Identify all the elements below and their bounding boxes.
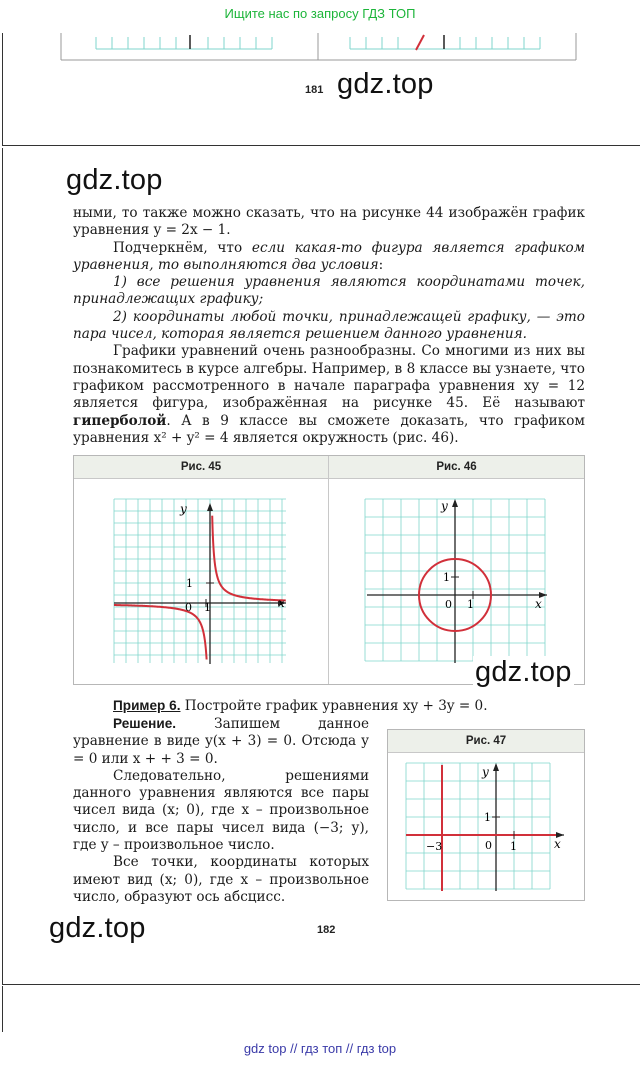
prev-page-bottom-edge — [2, 145, 640, 146]
fig45-grid — [114, 499, 286, 663]
fig45-y-label: y — [180, 502, 187, 516]
fig45-one-x: 1 — [204, 601, 211, 614]
fig46-zero: 0 — [445, 598, 452, 611]
paragraph-3: 1) все решения уравнения являются координатами точек, принадлежащих графику; — [73, 274, 585, 308]
example-solution — [73, 715, 369, 906]
prev-page-left-edge — [2, 33, 3, 145]
fig47-y-label: y — [482, 765, 489, 779]
page-bottom-edge — [2, 984, 640, 985]
fig46-y-label: y — [441, 499, 448, 513]
example-task-text: Постройте график уравнения xy + 3y = 0. — [180, 698, 488, 714]
fig45-hyperbola-branch-positive — [212, 516, 286, 601]
fig47-title: Рис. 47 — [388, 730, 584, 753]
fig47-grid — [406, 763, 550, 889]
fig45-hyperbola-graph — [74, 479, 328, 684]
page-number: 182 — [317, 924, 336, 936]
fig47-y-arrow — [493, 763, 499, 771]
fig45-one-y: 1 — [186, 577, 193, 590]
solution-paragraph-2: Следовательно, решениями данного уравнения являются все пары чисел вида (x; 0), где x – произвольное число, и все пары чисел вида (−3; y), где y – произвольное число. — [73, 767, 369, 854]
prev-page-number: 181 — [305, 84, 324, 96]
watermark-top: gdz.top — [337, 68, 434, 100]
main-text — [73, 205, 585, 447]
fig45-zero: 0 — [185, 601, 192, 614]
next-page-left-edge — [2, 986, 3, 1032]
fig47-one-x: 1 — [510, 840, 517, 853]
search-banner[interactable]: Ищите нас по запросу ГДЗ ТОП — [224, 6, 416, 21]
figure-47-panel — [387, 729, 585, 901]
fig47-zero: 0 — [485, 839, 492, 852]
figures-45-46-panel — [73, 455, 585, 685]
fig46-x-label: x — [535, 597, 542, 611]
watermark-bottom: gdz.top — [49, 912, 146, 944]
fig45-x-label: x — [278, 596, 285, 610]
fig46-one-y: 1 — [443, 571, 450, 584]
watermark-middle: gdz.top — [475, 656, 572, 688]
fig46-one-x: 1 — [467, 598, 474, 611]
prev-page-graph-fragment — [60, 33, 580, 63]
solution-paragraph: Решение. Запишем данное уравнение в виде y(x + 3) = 0. Отсюда y = 0 или x + + 3 = 0. — [73, 716, 369, 767]
paragraph-5: Графики уравнений очень разнообразны. Со многими из них вы познакомитесь в курсе алгебры. Например, в 8 классе вы узнаете, что графиком рассмотренного в начале параграфа уравнения xy = 12 является фигура, изображённая на рисунке 45. Её называют гиперболой. А в 9 классе вы сможете доказать, что графиком уравнения x² + y² = 4 является окружность (рис. 46). — [73, 343, 585, 446]
fig47-one-y: 1 — [484, 811, 491, 824]
example-title: Пример 6. — [113, 698, 181, 713]
fig47-x-label: x — [554, 837, 561, 851]
paragraph-1: ными, то также можно сказать, что на рисунке 44 изображён график уравнения y = 2x − 1. — [73, 205, 585, 239]
fig46-y-arrow — [452, 499, 458, 507]
footer-links[interactable]: gdz top // гдз топ // гдз top — [243, 1041, 397, 1056]
solution-paragraph-3: Все точки, координаты которых имеют вид (x; 0), где x – произвольное число, образуют ось абсцисс. — [73, 854, 369, 905]
fig46-circle-graph — [329, 479, 584, 684]
fig46-title: Рис. 46 — [329, 456, 584, 479]
fig47-lines-graph — [388, 753, 584, 900]
fig47-minus-three: −3 — [426, 840, 443, 853]
fig45-hyperbola-branch-negative — [114, 605, 207, 660]
paragraph-2: Подчеркнём, что если какая-то фигура является графиком уравнения, то выполняются два условия: — [73, 239, 585, 273]
example-task — [113, 697, 583, 715]
watermark-page-top: gdz.top — [66, 164, 163, 196]
page-left-edge — [2, 148, 3, 984]
fig45-y-arrow — [207, 503, 213, 511]
fig45-title: Рис. 45 — [74, 456, 328, 479]
paragraph-4: 2) координаты любой точки, принадлежащей графику, — это пара чисел, которая является решением данного уравнения. — [73, 308, 585, 343]
